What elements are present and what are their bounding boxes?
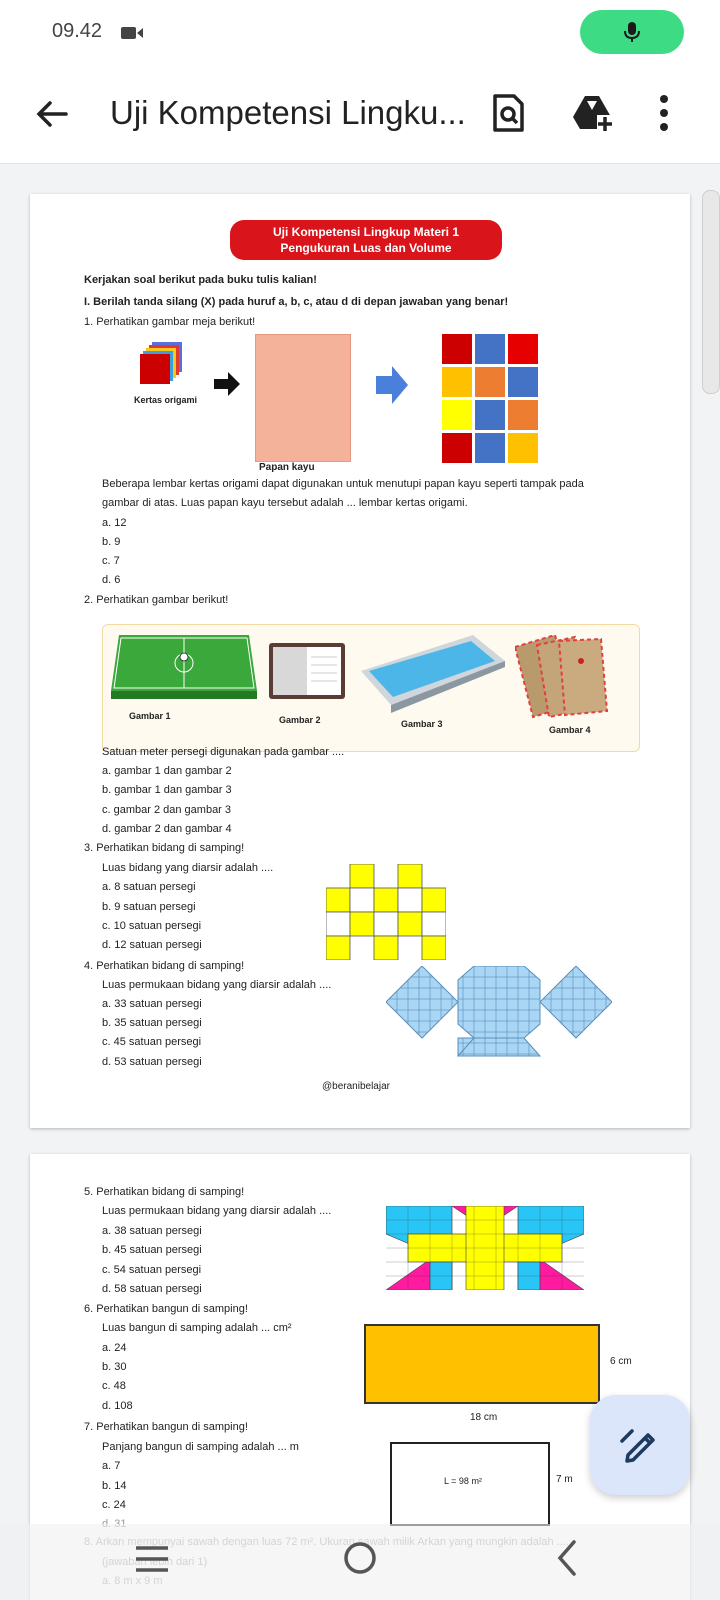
q6-rectangle (364, 1324, 600, 1404)
pdf-page-1 (30, 194, 690, 1128)
section-heading: I. Berilah tanda silang (X) pada huruf a, b, c, atau d di depan jawaban yang benar! (84, 296, 509, 308)
q6-height-label: 6 cm (610, 1356, 632, 1367)
recent-apps-icon[interactable] (132, 1544, 172, 1574)
q4-option-d: d. 53 satuan persegi (102, 1056, 202, 1068)
q5-option-c: c. 54 satuan persegi (102, 1264, 202, 1276)
q1-text-line1: Beberapa lembar kertas origami dapat digunakan untuk menutupi papan kayu seperti tampak pada (102, 478, 584, 490)
gambar-3-label: Gambar 3 (401, 719, 443, 729)
q6-option-d: d. 108 (102, 1400, 133, 1412)
annotate-fab-button[interactable] (590, 1395, 690, 1495)
q7-text: Panjang bangun di samping adalah ... m (102, 1441, 299, 1453)
q6-option-a: a. 24 (102, 1342, 127, 1354)
gambar-4-label: Gambar 4 (549, 725, 591, 735)
nav-back-icon[interactable] (552, 1538, 582, 1578)
q4-text: Luas permukaan bidang yang diarsir adalah .... (102, 979, 332, 991)
home-icon[interactable] (340, 1538, 380, 1578)
q1-option-b: b. 9 (102, 536, 121, 548)
q1-text-line2: gambar di atas. Luas papan kayu tersebut adalah ... lembar kertas origami. (102, 497, 468, 509)
q6-option-c: c. 48 (102, 1380, 126, 1392)
microphone-icon (622, 21, 642, 43)
pen-edit-icon (618, 1423, 662, 1467)
q2-option-b: b. gambar 1 dan gambar 3 (102, 784, 232, 796)
book-image (269, 643, 345, 699)
back-arrow-icon[interactable] (32, 94, 72, 134)
q7-option-c: c. 24 (102, 1499, 126, 1511)
q3-option-c: c. 10 satuan persegi (102, 920, 202, 932)
q2-image-box (102, 624, 640, 752)
q2-option-d: d. gambar 2 dan gambar 4 (102, 823, 232, 835)
question-6: 6. Perhatikan bangun di samping! (84, 1303, 248, 1315)
q7-option-b: b. 14 (102, 1480, 127, 1492)
q2-text: Satuan meter persegi digunakan pada gambar .... (102, 746, 345, 758)
q7-side-label: 7 m (556, 1474, 573, 1485)
microphone-indicator[interactable] (580, 10, 684, 54)
q5-shaded-shape (386, 1206, 584, 1290)
papan-kayu-image (255, 334, 351, 462)
q4-option-b: b. 35 satuan persegi (102, 1017, 202, 1029)
q6-text: Luas bangun di samping adalah ... cm² (102, 1322, 292, 1334)
arrow-right-icon (214, 372, 240, 396)
origami-grid-image (442, 334, 538, 462)
question-1: 1. Perhatikan gambar meja berikut! (84, 316, 256, 328)
q7-rectangle (390, 1442, 550, 1526)
app-bar (0, 64, 720, 164)
status-time: 09.42 (52, 20, 103, 42)
credit-text: @beranibelajar (322, 1081, 390, 1092)
q5-option-a: a. 38 satuan persegi (102, 1225, 202, 1237)
gambar-2-label: Gambar 2 (279, 715, 321, 725)
swimming-pool-image (361, 635, 505, 717)
q4-option-c: c. 45 satuan persegi (102, 1036, 202, 1048)
q6-width-label: 18 cm (470, 1412, 498, 1423)
soccer-field-image (111, 635, 257, 701)
gambar-1-label: Gambar 1 (129, 711, 171, 721)
q3-text: Luas bidang yang diarsir adalah .... (102, 862, 274, 874)
origami-label: Kertas origami (134, 395, 198, 405)
q3-shaded-shape (326, 864, 446, 960)
system-nav-bar (0, 1524, 720, 1600)
q5-text: Luas permukaan bidang yang diarsir adalah .... (102, 1205, 332, 1217)
question-5: 5. Perhatikan bidang di samping! (84, 1186, 245, 1198)
q5-option-b: b. 45 satuan persegi (102, 1244, 202, 1256)
question-2: 2. Perhatikan gambar berikut! (84, 594, 229, 606)
papan-label: Papan kayu (259, 462, 315, 473)
document-title: Uji Kompetensi Lingku... (110, 94, 466, 131)
scrollbar-thumb[interactable] (702, 190, 720, 394)
q2-option-c: c. gambar 2 dan gambar 3 (102, 804, 232, 816)
banner-title: Uji Kompetensi Lingkup Materi 1 (272, 225, 460, 239)
envelope-image (515, 635, 611, 721)
arrow-right-blue-icon (376, 366, 408, 404)
status-bar (0, 0, 720, 64)
q1-option-a: a. 12 (102, 517, 127, 529)
q2-option-a: a. gambar 1 dan gambar 2 (102, 765, 232, 777)
search-document-icon[interactable] (486, 91, 530, 135)
more-options-icon[interactable] (656, 91, 672, 135)
q3-option-b: b. 9 satuan persegi (102, 901, 196, 913)
q3-option-d: d. 12 satuan persegi (102, 939, 202, 951)
q6-option-b: b. 30 (102, 1361, 127, 1373)
q4-shaded-shape (386, 966, 612, 1062)
q4-option-a: a. 33 satuan persegi (102, 998, 202, 1010)
q7-option-a: a. 7 (102, 1460, 121, 1472)
video-camera-icon (121, 26, 143, 40)
q5-option-d: d. 58 satuan persegi (102, 1283, 202, 1295)
question-3: 3. Perhatikan bidang di samping! (84, 842, 245, 854)
question-7: 7. Perhatikan bangun di samping! (84, 1421, 248, 1433)
banner-subtitle: Pengukuran Luas dan Volume (280, 241, 452, 255)
question-4: 4. Perhatikan bidang di samping! (84, 960, 245, 972)
add-to-drive-icon[interactable] (570, 91, 614, 135)
q7-area-label: L = 98 m² (444, 1476, 482, 1486)
q3-option-a: a. 8 satuan persegi (102, 881, 196, 893)
q1-option-c: c. 7 (102, 555, 120, 567)
page-banner (230, 220, 502, 260)
instruction-text: Kerjakan soal berikut pada buku tulis kalian! (84, 274, 317, 286)
q1-option-d: d. 6 (102, 574, 121, 586)
